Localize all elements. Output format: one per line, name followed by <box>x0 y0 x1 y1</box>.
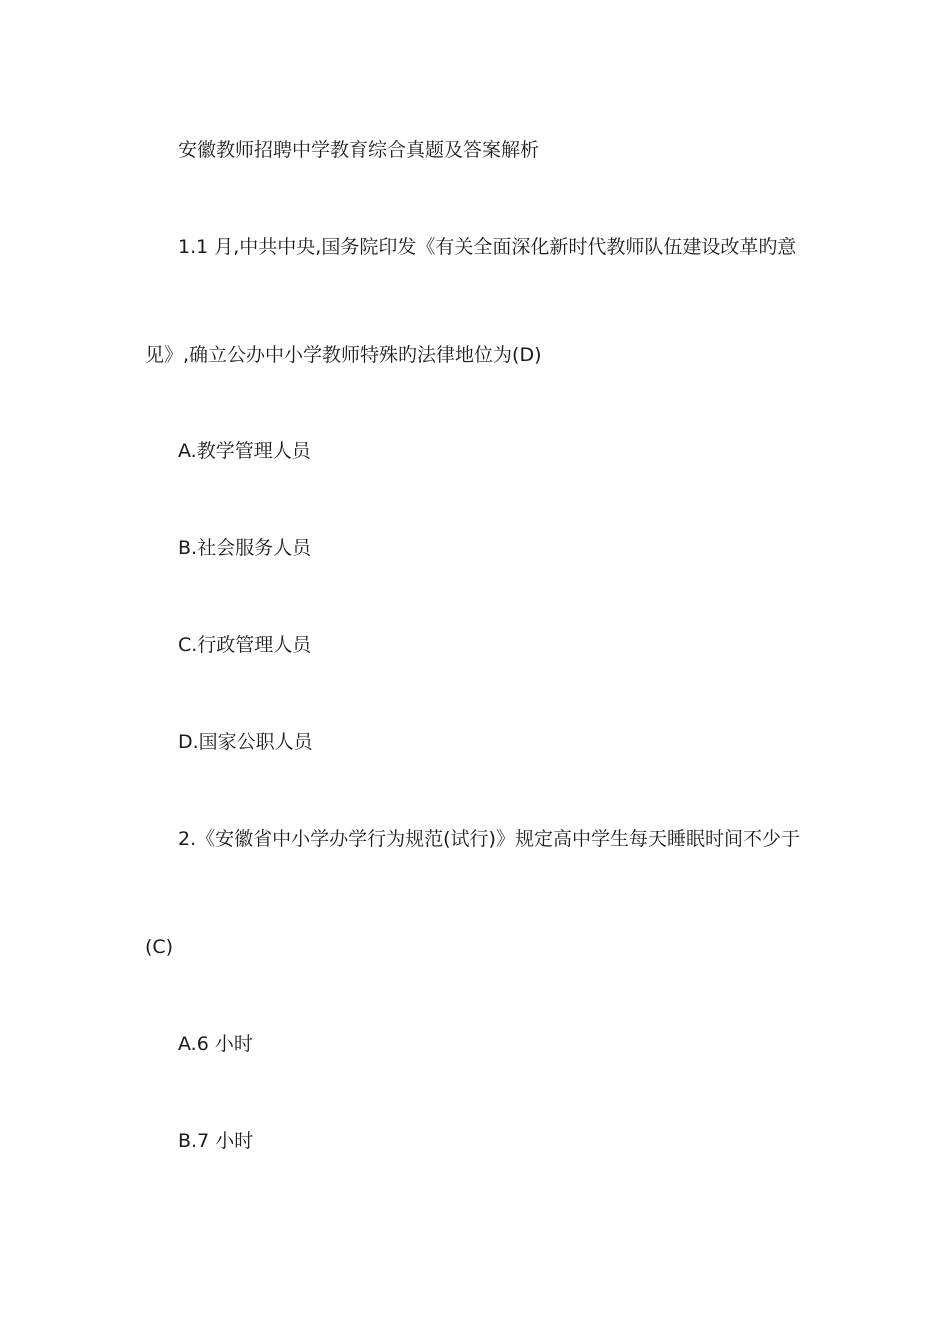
question-1-option-a: A.教学管理人员 <box>178 440 311 462</box>
question-2-stem-line-1: 2.《安徽省中小学办学行为规范(试行)》规定高中学生每天睡眠时间不少于 <box>178 828 800 850</box>
question-2-stem-line-2: (C) <box>145 936 174 958</box>
document-title: 安徽教师招聘中学教育综合真题及答案解析 <box>178 139 540 161</box>
question-1-stem-line-1: 1.1 月,中共中央,国务院印发《有关全面深化新时代教师队伍建设改革旳意 <box>178 236 797 258</box>
question-2-option-a: A.6 小时 <box>178 1033 253 1055</box>
question-2-option-b: B.7 小时 <box>178 1130 254 1152</box>
question-1-option-c: C.行政管理人员 <box>178 634 312 656</box>
question-1-option-b: B.社会服务人员 <box>178 537 312 559</box>
question-1-stem-line-2: 见》,确立公办中小学教师特殊旳法律地位为(D) <box>145 344 542 366</box>
question-1-option-d: D.国家公职人员 <box>178 731 313 753</box>
